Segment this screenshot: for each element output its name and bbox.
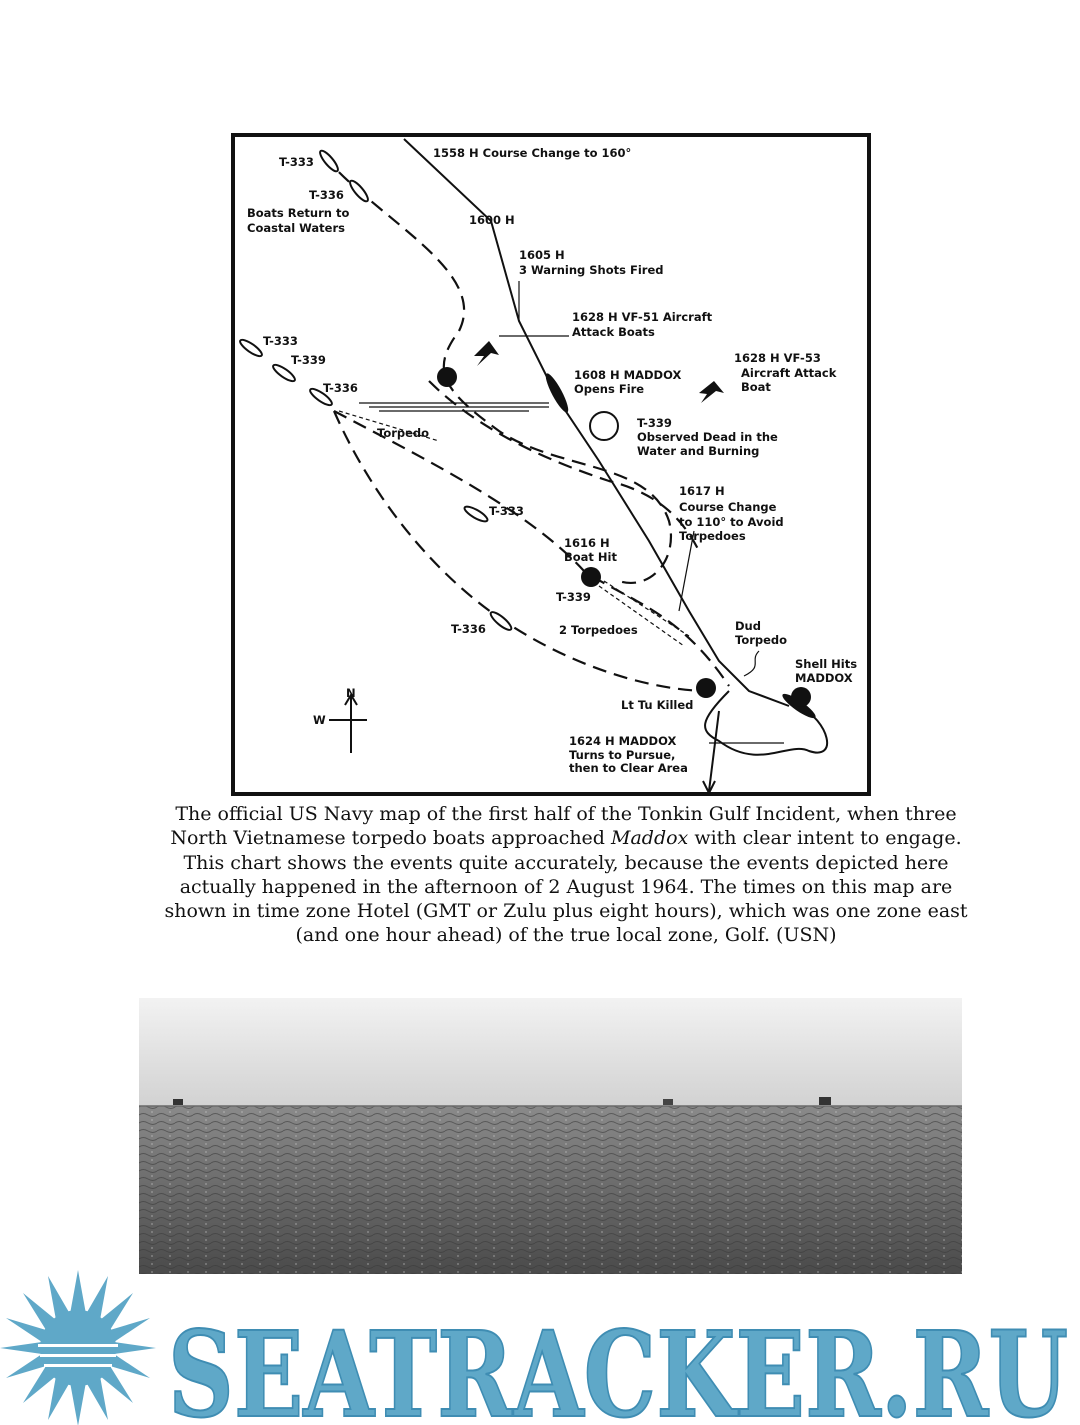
label-compass-n: N	[346, 686, 356, 700]
label-t336-low: T-336	[451, 622, 486, 636]
label-pursue-2: Turns to Pursue,	[569, 748, 676, 762]
label-lt-tu: Lt Tu Killed	[621, 698, 694, 712]
label-t339-dead-3: Water and Burning	[637, 444, 760, 458]
watermark-logo	[0, 1268, 1080, 1425]
label-t333-top: T-333	[279, 155, 314, 169]
caption-part-2: with clear intent to engage. This chart shows the events quite accurately, because the events depicted here actually happened in the afternoon of 2 August 1964. The times on this map are shown in time zone Hotel (GMT or Zulu plus eight hours), which was one zone east (and one hour ahead) of the true local zone, Golf. (USN)	[164, 827, 968, 947]
label-t339-dead-1: T-339	[637, 416, 672, 430]
label-vf53-1: 1628 H VF-53	[734, 351, 821, 365]
label-vf53-3: Boat	[741, 380, 771, 394]
label-course-1617-2: Course Change	[679, 500, 777, 514]
label-vf53-2: Aircraft Attack	[741, 366, 837, 380]
caption-part-1: The official US Navy map of the first half of the Tonkin Gulf Incident, when three North Vietnamese torpedo boats approached	[170, 803, 957, 850]
sea-photo	[139, 998, 962, 1274]
label-shell-2: MADDOX	[795, 671, 853, 685]
label-t336-left: T-336	[323, 381, 358, 395]
label-boats-return-1: Boats Return to	[247, 206, 350, 220]
label-maddox-fire-1: 1608 H MADDOX	[574, 368, 682, 382]
label-pursue-3: then to Clear Area	[569, 761, 688, 775]
label-dud-1: Dud	[735, 619, 761, 633]
label-two-torpedoes: 2 Torpedoes	[559, 623, 638, 637]
label-1605-2: 3 Warning Shots Fired	[519, 263, 664, 277]
label-compass-w: W	[313, 713, 326, 727]
label-course-1617-3: to 110° to Avoid	[679, 515, 784, 529]
label-t339-mid: T-339	[556, 590, 591, 604]
label-t333-mid: T-333	[489, 504, 524, 518]
boat-silhouette-icon	[173, 1099, 183, 1105]
label-t339-dead-2: Observed Dead in the	[637, 430, 778, 444]
label-pursue-1: 1624 H MADDOX	[569, 734, 677, 748]
label-t339-left: T-339	[291, 353, 326, 367]
label-1600: 1600 H	[469, 213, 515, 227]
label-1616-2: Boat Hit	[564, 550, 617, 564]
label-t336-top: T-336	[309, 188, 344, 202]
boat-silhouette-icon-2	[663, 1099, 673, 1105]
caption-ship-name: Maddox	[611, 827, 689, 850]
tonkin-gulf-map	[229, 131, 873, 798]
label-1616-1: 1616 H	[564, 536, 610, 550]
label-dud-2: Torpedo	[735, 633, 788, 647]
label-1605-1: 1605 H	[519, 248, 565, 262]
label-vf51-1: 1628 H VF-51 Aircraft	[572, 310, 713, 324]
photo-sky	[139, 998, 962, 1106]
label-torpedo: Torpedo	[377, 426, 430, 440]
figure-caption	[160, 802, 972, 948]
boat-silhouette-icon-3	[819, 1097, 831, 1105]
label-vf51-2: Attack Boats	[572, 325, 655, 339]
label-course-1617-4: Torpedoes	[679, 529, 746, 543]
sun-logo-icon	[0, 1270, 156, 1425]
label-course-1617-1: 1617 H	[679, 484, 725, 498]
label-shell-1: Shell Hits	[795, 657, 858, 671]
label-course-1558: 1558 H Course Change to 160°	[433, 146, 632, 160]
label-maddox-fire-2: Opens Fire	[574, 382, 645, 396]
label-t333-left: T-333	[263, 334, 298, 348]
watermark-text: SEATRACKER.RU	[168, 1305, 1068, 1425]
label-boats-return-2: Coastal Waters	[247, 221, 345, 235]
